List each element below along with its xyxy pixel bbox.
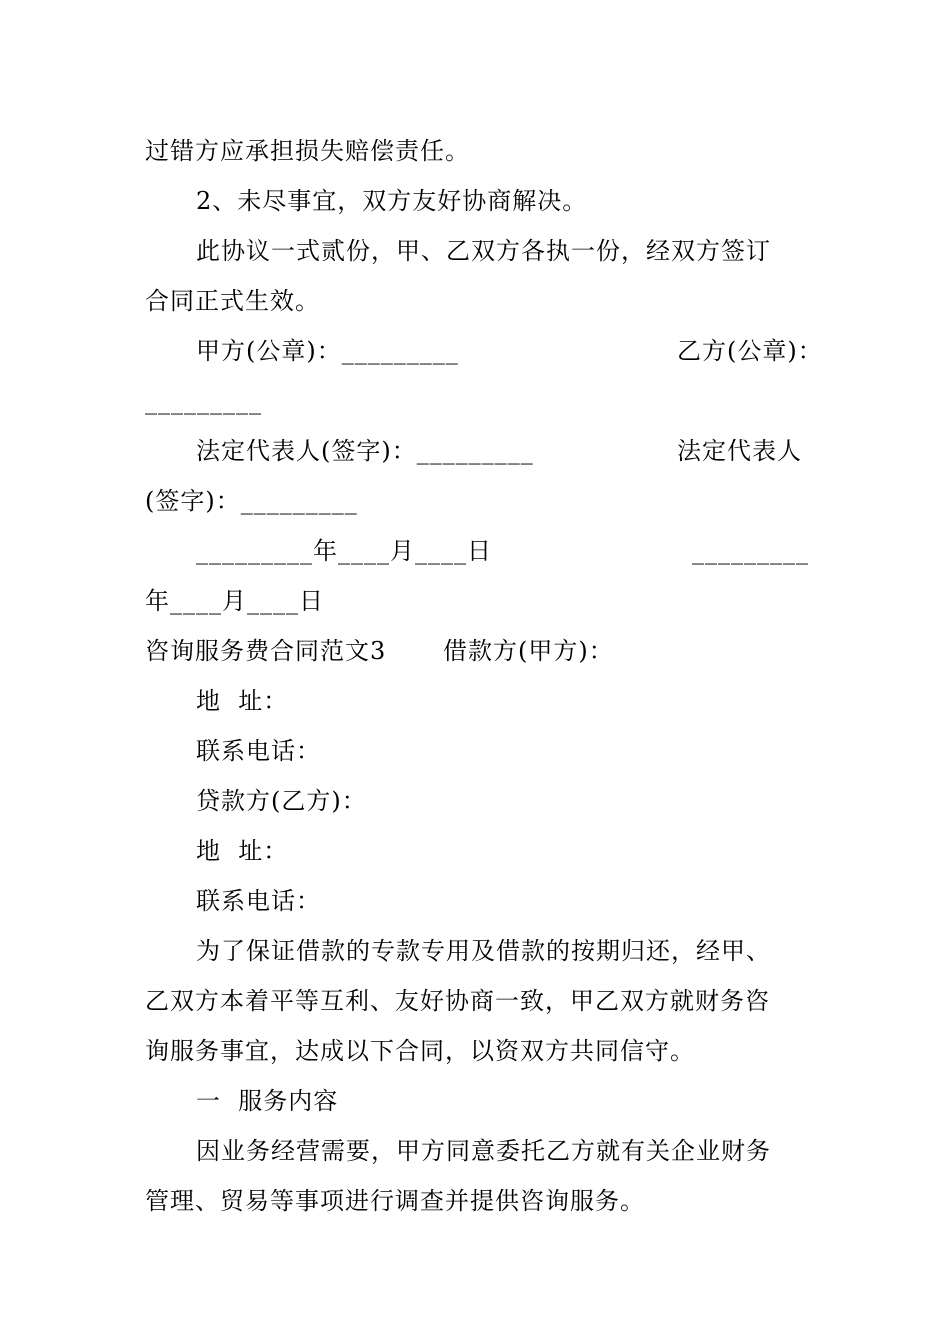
text-line	[0, 986, 950, 1016]
section-title: 咨询服务费合同范文3	[145, 637, 387, 665]
text-line	[0, 1186, 950, 1216]
paragraph-text: 管理、贸易等事项进行调查并提供咨询服务。	[145, 1187, 645, 1215]
signature-line	[0, 386, 950, 416]
text-line	[0, 136, 950, 166]
section-heading: 一 服务内容	[196, 1087, 339, 1115]
paragraph-text: 此协议一式贰份，甲、乙双方各执一份，经双方签订	[196, 237, 771, 265]
party-b-date-blank: _________	[692, 537, 809, 565]
party-b-rep-label: 法定代表人	[677, 437, 802, 465]
heading-line	[0, 1086, 950, 1116]
party-a-date-field: _________年____月____日	[196, 537, 492, 565]
party-b-date-field: 年____月____日	[145, 587, 324, 615]
paragraph-text: 询服务事宜，达成以下合同，以资双方共同信守。	[145, 1037, 695, 1065]
text-line	[0, 1136, 950, 1166]
text-line	[0, 286, 950, 316]
paragraph-text: 合同正式生效。	[145, 287, 320, 315]
lender-label: 贷款方(乙方)：	[196, 787, 367, 815]
party-b-seal-blank: _________	[145, 387, 262, 415]
form-line	[0, 736, 950, 766]
text-line	[0, 236, 950, 266]
party-b-seal-field: 乙方(公章)：	[677, 337, 823, 365]
clause-2-text: 2、未尽事宜，双方友好协商解决。	[196, 187, 588, 215]
form-line	[0, 836, 950, 866]
text-line	[0, 1036, 950, 1066]
date-line	[0, 586, 950, 616]
paragraph-text: 过错方应承担损失赔偿责任。	[145, 137, 470, 165]
date-line	[0, 536, 950, 566]
form-line	[0, 786, 950, 816]
lender-address-label: 地 址：	[196, 837, 289, 865]
signature-line	[0, 336, 950, 366]
form-line	[0, 686, 950, 716]
party-b-rep-field: (签字)：_________	[145, 487, 358, 515]
borrower-label: 借款方(甲方)：	[443, 637, 614, 665]
party-a-seal-field: 甲方(公章)：_________	[196, 337, 459, 365]
borrower-phone-label: 联系电话：	[196, 737, 321, 765]
text-line	[0, 936, 950, 966]
signature-line	[0, 436, 950, 466]
paragraph-text: 因业务经营需要，甲方同意委托乙方就有关企业财务	[196, 1137, 771, 1165]
text-line	[0, 186, 950, 216]
paragraph-text: 为了保证借款的专款专用及借款的按期归还，经甲、	[196, 937, 771, 965]
party-a-rep-field: 法定代表人(签字)：_________	[196, 437, 534, 465]
signature-line	[0, 486, 950, 516]
lender-phone-label: 联系电话：	[196, 887, 321, 915]
paragraph-text: 乙双方本着平等互利、友好协商一致，甲乙双方就财务咨	[145, 987, 770, 1015]
form-line	[0, 886, 950, 916]
section-title-line	[0, 636, 950, 666]
borrower-address-label: 地 址：	[196, 687, 289, 715]
